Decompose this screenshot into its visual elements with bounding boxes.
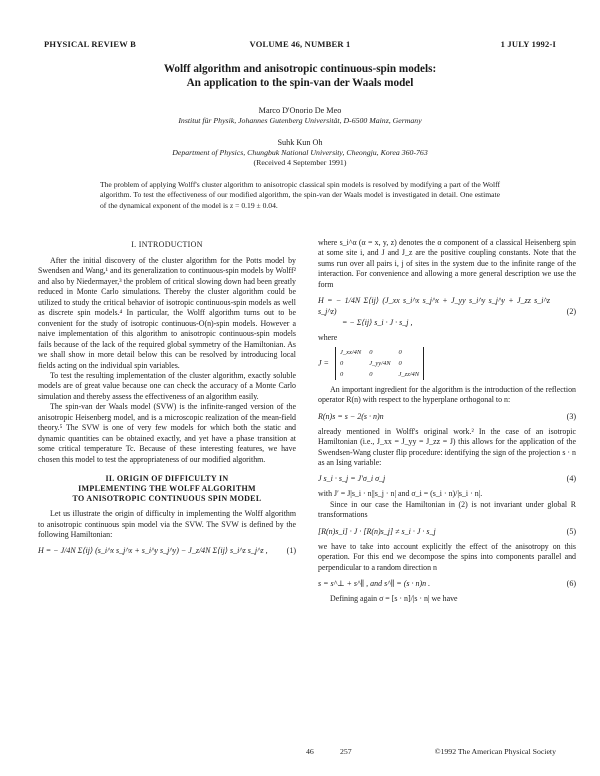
coupling-matrix <box>335 347 424 380</box>
intro-paragraph-2: To test the resulting implementation of the cluster algorithm, exactly soluble models are of great value because one can check the accuracy of a Monte Carlo simulation and thereby assess the effectiveness of an algorithm easily. <box>38 370 296 401</box>
matrix-cell: 0 <box>339 370 344 378</box>
equation-6 <box>318 578 576 589</box>
equation-3 <box>318 411 576 422</box>
section-2-title-line-2: IMPLEMENTING THE WOLFF ALGORITHM <box>78 484 256 494</box>
intro-paragraph-1: After the initial discovery of the cluster algorithm for the Potts model by Swendsen and Wang,¹ and its generalization to continuous-spin models by Wolff² and also by Niedermayer,³ the problem of critical slowing down had been greatly reduced in Monte Carlo simulations. Thereby the cluster algorithm could be utilized to study the critical behavior of isotropic continuous-spin models as well as discrete spin models.⁴ In particular, the Wolff algorithm turns out to be convenient for the study of isotropic continuous-O(n)-spin models. However a naive implementation of this algorithm to anisotropic continuous-spin models fails because of the lack of the required global symmetry of the Hamiltonian. As we shall show in more detail below this can be resolved by introducing local fields acting on the individual spin variables. <box>38 256 296 370</box>
author-block-2 <box>60 138 540 168</box>
author-affiliation: Department of Physics, Chungbuk National University, Cheongju, Korea 360-763 <box>172 148 428 157</box>
equation-2 <box>318 295 576 328</box>
matrix-cell: 0 <box>369 370 373 378</box>
issue-date: 1 JULY 1992-I <box>500 39 556 49</box>
equation-4 <box>318 473 576 484</box>
right-paragraph-3: already mentioned in Wolff's original work.² In the case of an isotropic Hamiltonian (i.e., J_xx = J_yy = J_zz = J) this allows for the application of the Swendsen-Wang cluster flip procedure: identifying the sign of the projection s · n as an Ising variable: <box>318 426 576 467</box>
paper-title <box>60 62 540 90</box>
volume-page-number: 46 <box>306 747 314 756</box>
section-2-paragraph: Let us illustrate the origin of difficulty in implementing the Wolff algorithm to anisotropic continuous spin model via the SVW. The SVW is defined by the following Hamiltonian: <box>38 509 296 539</box>
left-column <box>38 240 296 561</box>
equation-3-body: R(n)s = s − 2(s · n)n <box>318 411 384 421</box>
right-paragraph-6: we have to take into account explicitly the effect of the anisotropy on this operation. For this end we decompose the spins into components parallel and perpendicular to a random direction n <box>318 541 576 572</box>
running-header <box>44 39 556 51</box>
matrix-cell: 0 <box>339 359 344 367</box>
copyright-notice: ©1992 The American Physical Society <box>434 747 556 756</box>
matrix-cell: 0 <box>398 359 402 367</box>
equation-2-number: (2) <box>566 307 576 317</box>
right-paragraph-1: where s_i^α (α = x, y, z) denotes the α component of a classical Heisenberg spin at some site i, and J and J_z are the positive coupling constants. Note that the sums run over all pairs i, j of sites in the system due to the infinite range of the interaction. For convenience and allowing a more general description we use the form <box>318 238 576 289</box>
where-label: where <box>318 333 338 343</box>
section-2-title <box>38 474 296 504</box>
equation-3-number: (3) <box>566 411 576 421</box>
equation-1 <box>38 545 296 556</box>
journal-name: PHYSICAL REVIEW B <box>44 39 137 49</box>
section-2-title-line-3: TO ANISOTROPIC CONTINUOUS SPIN MODEL <box>72 494 262 504</box>
matrix-cell: J_yy/4N <box>369 359 391 367</box>
right-paragraph-4: with J′ = J|s_i · n||s_j · n| and σ_i = (s_i · n)/|s_i · n|. <box>318 489 483 499</box>
title-line-2: An application to the spin-van der Waals model <box>186 77 414 89</box>
author-name: Marco D'Onorio De Meo <box>258 106 342 115</box>
matrix-cell: J_xx/4N <box>339 348 362 356</box>
right-column <box>318 238 576 605</box>
equation-2-line-2: = − Σ⟨ij⟩ s_i · J · s_j , <box>342 318 413 328</box>
received-date: (Received 4 September 1991) <box>253 158 347 167</box>
abstract: The problem of applying Wolff's cluster algorithm to anisotropic classical spin models is resolved by modifying a part of the Wolff algorithm. To test the effectiveness of our modified algorithm, the spin-van der Waals model is investigated in detail. One estimate of the dynamical exponent of the model is z = 0.19 ± 0.04. <box>100 180 500 210</box>
volume-number: VOLUME 46, NUMBER 1 <box>249 39 351 49</box>
equation-1-body: H = − J/4N Σ⟨ij⟩ (s_i^x s_j^x + s_i^y s_j^y) − J_z/4N Σ⟨ij⟩ s_i^z s_j^z , <box>38 546 268 556</box>
right-paragraph-7: Defining again σ = [s · n]/|s · n| we have <box>330 594 458 604</box>
author-name: Suhk Kun Oh <box>277 138 323 147</box>
matrix-cell: J_zz/4N <box>398 370 420 378</box>
equation-4-number: (4) <box>566 474 576 484</box>
matrix-lhs: J = <box>318 358 329 368</box>
page-number: 257 <box>340 747 352 756</box>
matrix-cell: 0 <box>369 348 373 356</box>
section-2-title-line-1: II. ORIGIN OF DIFFICULTY IN <box>105 474 229 484</box>
matrix-definition <box>318 347 576 380</box>
section-1-title: I. INTRODUCTION <box>131 240 203 249</box>
equation-6-body: s = s^⊥ + s^∥ , and s^∥ = (s · n)n . <box>318 579 431 589</box>
right-paragraph-2: An important ingredient for the algorithm is the introduction of the reflection operator R(n) with respect to the hyperplane orthogonal to n: <box>318 384 576 405</box>
equation-5 <box>318 526 576 537</box>
author-block-1 <box>60 106 540 126</box>
intro-paragraph-3: The spin-van der Waals model (SVW) is the infinite-ranged version of the anisotropic Heisenberg model, and is a microscopic realization of the mean-field theory.⁵ The SVW is one of very few models for which both the static and dynamic quantities can be obtained exactly, and yet have a phase transition at some critical temperature Tc. Because of these interesting features, we have chosen this model to test the appropriateness of our modified algorithm. <box>38 402 296 464</box>
equation-5-number: (5) <box>566 526 576 536</box>
equation-1-number: (1) <box>286 546 296 556</box>
equation-2-line-1: H = − 1/4N Σ⟨ij⟩ (J_xx s_i^x s_j^x + J_yy s_i^y s_j^y + J_zz s_i^z s_j^z) <box>318 296 550 317</box>
equation-5-body: [R(n)s_i] · J · [R(n)s_j] ≠ s_i · J · s_j <box>318 526 436 536</box>
equation-6-number: (6) <box>566 579 576 589</box>
right-paragraph-5: Since in our case the Hamiltonian in (2) is not invariant under global R transformations <box>318 499 576 520</box>
matrix-cell: 0 <box>398 348 402 356</box>
author-affiliation: Institut für Physik, Johannes Gutenberg Universität, D-6500 Mainz, Germany <box>178 116 422 125</box>
page-footer <box>44 747 556 759</box>
equation-4-body: J s_i · s_j = J′σ_i σ_j <box>318 474 386 484</box>
title-line-1: Wolff algorithm and anisotropic continuous-spin models: <box>163 63 437 75</box>
